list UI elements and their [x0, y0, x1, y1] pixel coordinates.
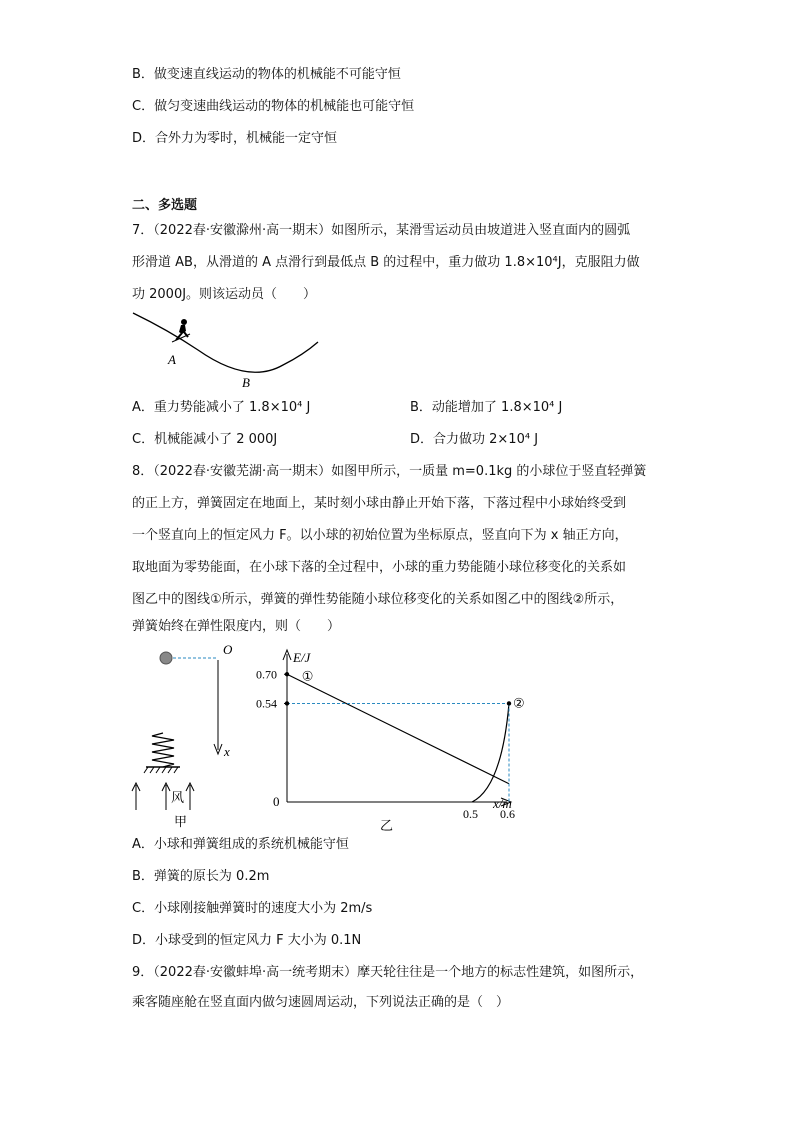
q6-option-d: D．合外力为零时，机械能一定守恒 — [132, 131, 338, 146]
q7-stem-line-3: 功 2000J。则该运动员（ ） — [132, 287, 317, 302]
ball-icon — [160, 652, 172, 664]
q8-option-a: A．小球和弹簧组成的系统机械能守恒 — [132, 837, 349, 852]
chart-series-1-line — [287, 674, 509, 784]
fig-jia-origin: O — [223, 642, 233, 657]
chart-point-054 — [285, 701, 289, 705]
wind-arrows-icon — [132, 783, 194, 810]
q7-figure — [128, 310, 328, 395]
q6-option-c: C．做匀变速曲线运动的物体的机械能也可能守恒 — [132, 99, 415, 114]
chart-point-end — [507, 701, 511, 705]
q7-option-c: C．机械能减小了 2 000J — [132, 432, 278, 447]
q7-option-a: A．重力势能减小了 1.8×10⁴ J — [132, 400, 311, 415]
q8-option-c: C．小球刚接触弹簧时的速度大小为 2m/s — [132, 901, 373, 916]
chart-xlabel: x/m — [493, 796, 512, 811]
q8-option-d: D．小球受到的恒定风力 F 大小为 0.1N — [132, 933, 362, 948]
q8-stem-line-5: 图乙中的图线①所示，弹簧的弹性势能随小球位移变化的关系如图乙中的图线②所示， — [132, 592, 624, 607]
q8-stem-line-1: 8．（2022春·安徽芜湖·高一期末）如图甲所示，一质量 m=0.1kg 的小球位于竖直轻弹簧 — [132, 464, 647, 479]
q7-label-b: B — [242, 375, 250, 390]
q8-stem-line-3: 一个竖直向上的恒定风力 F。以小球的初始位置为坐标原点，竖直向下为 x 轴正方向， — [132, 528, 628, 543]
chart-ytick-label: 0.70 — [256, 667, 277, 682]
q7-option-d: D．合力做功 2×10⁴ J — [410, 432, 539, 447]
chart-ytick-label: 0.54 — [256, 696, 277, 711]
q9-stem-line-2: 乘客随座舱在竖直面内做匀速圆周运动，下列说法正确的是（ ） — [132, 995, 510, 1010]
q8-stem-line-6: 弹簧始终在弹性限度内，则（ ） — [132, 619, 341, 634]
q8-option-b: B．弹簧的原长为 0.2m — [132, 869, 270, 884]
q7-slope-track — [133, 313, 318, 372]
spring-icon — [152, 733, 174, 767]
q7-stem-line-1: 7．（2022春·安徽滁州·高一期末）如图所示，某滑雪运动员由坡道进入竖直面内的圆弧 — [132, 223, 631, 238]
chart-origin: 0 — [273, 794, 280, 809]
q8-chart-yi — [255, 640, 530, 835]
chart-xtick-label: 0.5 — [463, 807, 478, 821]
q7-option-b: B．动能增加了 1.8×10⁴ J — [410, 400, 563, 415]
q6-option-b: B．做变速直线运动的物体的机械能不可能守恒 — [132, 67, 401, 82]
chart-caption: 乙 — [380, 818, 394, 833]
q8-stem-line-2: 的正上方，弹簧固定在地面上，某时刻小球由静止开始下落，下落过程中小球始终受到 — [132, 496, 627, 511]
chart-point-start — [285, 672, 289, 676]
q7-stem-line-2: 形滑道 AB，从滑道的 A 点滑行到最低点 B 的过程中，重力做功 1.8×10⁴J，克服阻力做 — [132, 255, 640, 270]
q8-stem-line-4: 取地面为零势能面，在小球下落的全过程中，小球的重力势能随小球位移变化的关系如 — [132, 560, 627, 575]
q9-stem-line-1: 9．（2022春·安徽蚌埠·高一统考期末）摩天轮往往是一个地方的标志性建筑，如图所示， — [132, 965, 644, 980]
chart-series-2-curve — [472, 703, 509, 802]
chart-ylabel: E/J — [293, 650, 311, 665]
chart-series-1-label: ① — [301, 668, 314, 684]
chart-series-2-label: ② — [513, 695, 525, 711]
chart-xtick-label: 0.6 — [500, 807, 515, 821]
section-title: 二、多选题 — [132, 198, 198, 213]
fig-jia-axis-x: x — [224, 744, 230, 759]
q8-figure-jia — [128, 640, 243, 830]
q7-label-a: A — [168, 352, 176, 367]
fig-jia-wind: 风 — [171, 790, 185, 805]
fig-jia-caption: 甲 — [174, 814, 188, 829]
